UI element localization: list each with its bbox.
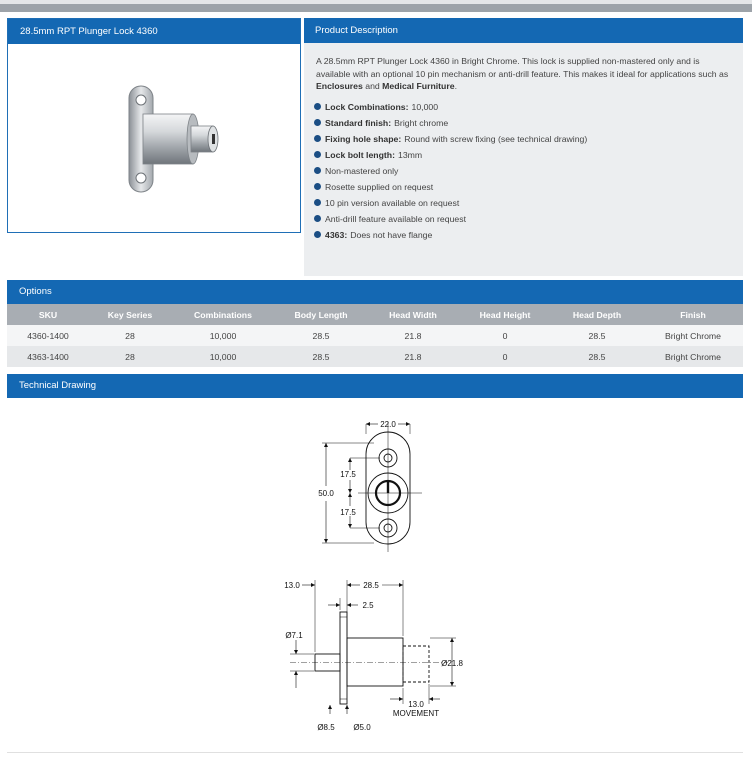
table-cell: 4363-1400	[7, 346, 89, 367]
table-row[interactable]	[7, 325, 743, 346]
table-cell: 21.8	[367, 325, 459, 346]
feature-text: Anti-drill feature available on request	[325, 213, 467, 224]
feature-text: 10,000	[411, 101, 439, 112]
table-cell: 28.5	[551, 346, 643, 367]
table-cell: 4360-1400	[7, 325, 89, 346]
feature-label: 4363:	[325, 229, 348, 240]
dim-head-dia: Ø21.8	[441, 659, 463, 668]
feature-item	[314, 99, 743, 115]
feature-text: 13mm	[397, 149, 423, 160]
table-cell: Bright Chrome	[643, 346, 743, 367]
table-cell: 0	[459, 325, 551, 346]
feature-label: Lock Combinations:	[325, 101, 409, 112]
feature-item	[314, 211, 743, 227]
dim-bolt-dia: Ø7.1	[285, 631, 303, 640]
table-row[interactable]	[7, 346, 743, 367]
product-title: 28.5mm RPT Plunger Lock 4360	[8, 19, 300, 44]
column-header: Head Height	[459, 304, 551, 325]
description-heading: Product Description	[304, 18, 743, 43]
feature-text: Does not have flange	[350, 229, 433, 240]
product-image	[113, 74, 223, 204]
dim-height: 50.0	[318, 489, 334, 498]
product-panel	[7, 18, 301, 233]
table-cell: 10,000	[171, 325, 275, 346]
options-heading: Options	[7, 280, 743, 304]
feature-item	[314, 115, 743, 131]
bullet-icon	[314, 151, 321, 158]
feature-label: Standard finish:	[325, 117, 392, 128]
table-cell: Bright Chrome	[643, 325, 743, 346]
feature-item	[314, 131, 743, 147]
bullet-icon	[314, 119, 321, 126]
feature-text: Bright chrome	[394, 117, 449, 128]
column-header: Combinations	[171, 304, 275, 325]
intro-part-2: and	[362, 81, 383, 91]
description-panel	[304, 18, 743, 276]
dim-body: 28.5	[363, 581, 379, 590]
feature-text: Non-mastered only	[325, 165, 399, 176]
description-text	[304, 43, 743, 93]
bullet-icon	[314, 135, 321, 142]
feature-item	[314, 147, 743, 163]
intro-part-1: A 28.5mm RPT Plunger Lock 4360 in Bright Chrome. This lock is supplied non-mastered only and is available with an optional 10 pin mechanism or anti-drill feature. This makes it ideal for applications such as	[316, 56, 729, 79]
table-cell: 28.5	[275, 325, 367, 346]
bullet-icon	[314, 215, 321, 222]
options-table	[7, 304, 743, 367]
feature-text: Round with screw fixing (see technical drawing)	[404, 133, 588, 144]
table-cell: 0	[459, 346, 551, 367]
column-header: Finish	[643, 304, 743, 325]
feature-text: 10 pin version available on request	[325, 197, 460, 208]
intro-bold-1: Enclosures	[316, 81, 363, 91]
dim-bolt: 13.0	[284, 581, 300, 590]
table-cell: 10,000	[171, 346, 275, 367]
bullet-icon	[314, 183, 321, 190]
feature-item	[314, 179, 743, 195]
table-cell: 28	[89, 346, 171, 367]
dim-movement-label: MOVEMENT	[392, 709, 440, 718]
intro-part-3: .	[454, 81, 457, 91]
column-header: Head Width	[367, 304, 459, 325]
feature-text: Rosette supplied on request	[325, 181, 434, 192]
column-header: SKU	[7, 304, 89, 325]
bullet-icon	[314, 103, 321, 110]
feature-label: Fixing hole shape:	[325, 133, 402, 144]
dim-width: 22.0	[380, 420, 396, 429]
feature-item	[314, 195, 743, 211]
dim-hole-dia: Ø8.5	[317, 723, 335, 732]
feature-label: Lock bolt length:	[325, 149, 395, 160]
intro-bold-2: Medical Furniture	[382, 81, 455, 91]
dim-movement: 13.0	[408, 700, 424, 709]
dim-flange: 2.5	[362, 601, 374, 610]
dim-pitch-bottom: 17.5	[340, 508, 356, 517]
table-cell: 21.8	[367, 346, 459, 367]
dim-screw-dia: Ø5.0	[353, 723, 371, 732]
front-view	[318, 420, 422, 552]
column-header: Head Depth	[551, 304, 643, 325]
table-cell: 28.5	[275, 346, 367, 367]
feature-item	[314, 163, 743, 179]
table-cell: 28.5	[551, 325, 643, 346]
column-header: Key Series	[89, 304, 171, 325]
bottom-divider	[7, 752, 743, 753]
feature-item	[314, 227, 743, 243]
table-cell: 28	[89, 325, 171, 346]
bullet-icon	[314, 231, 321, 238]
technical-drawing-heading: Technical Drawing	[7, 374, 743, 398]
dim-pitch-top: 17.5	[340, 470, 356, 479]
bullet-icon	[314, 167, 321, 174]
column-header: Body Length	[275, 304, 367, 325]
bullet-icon	[314, 199, 321, 206]
feature-list	[304, 93, 743, 243]
side-view	[284, 580, 463, 732]
technical-drawing	[270, 412, 480, 742]
top-bar-edge	[0, 0, 752, 4]
table-header-row	[7, 304, 743, 325]
